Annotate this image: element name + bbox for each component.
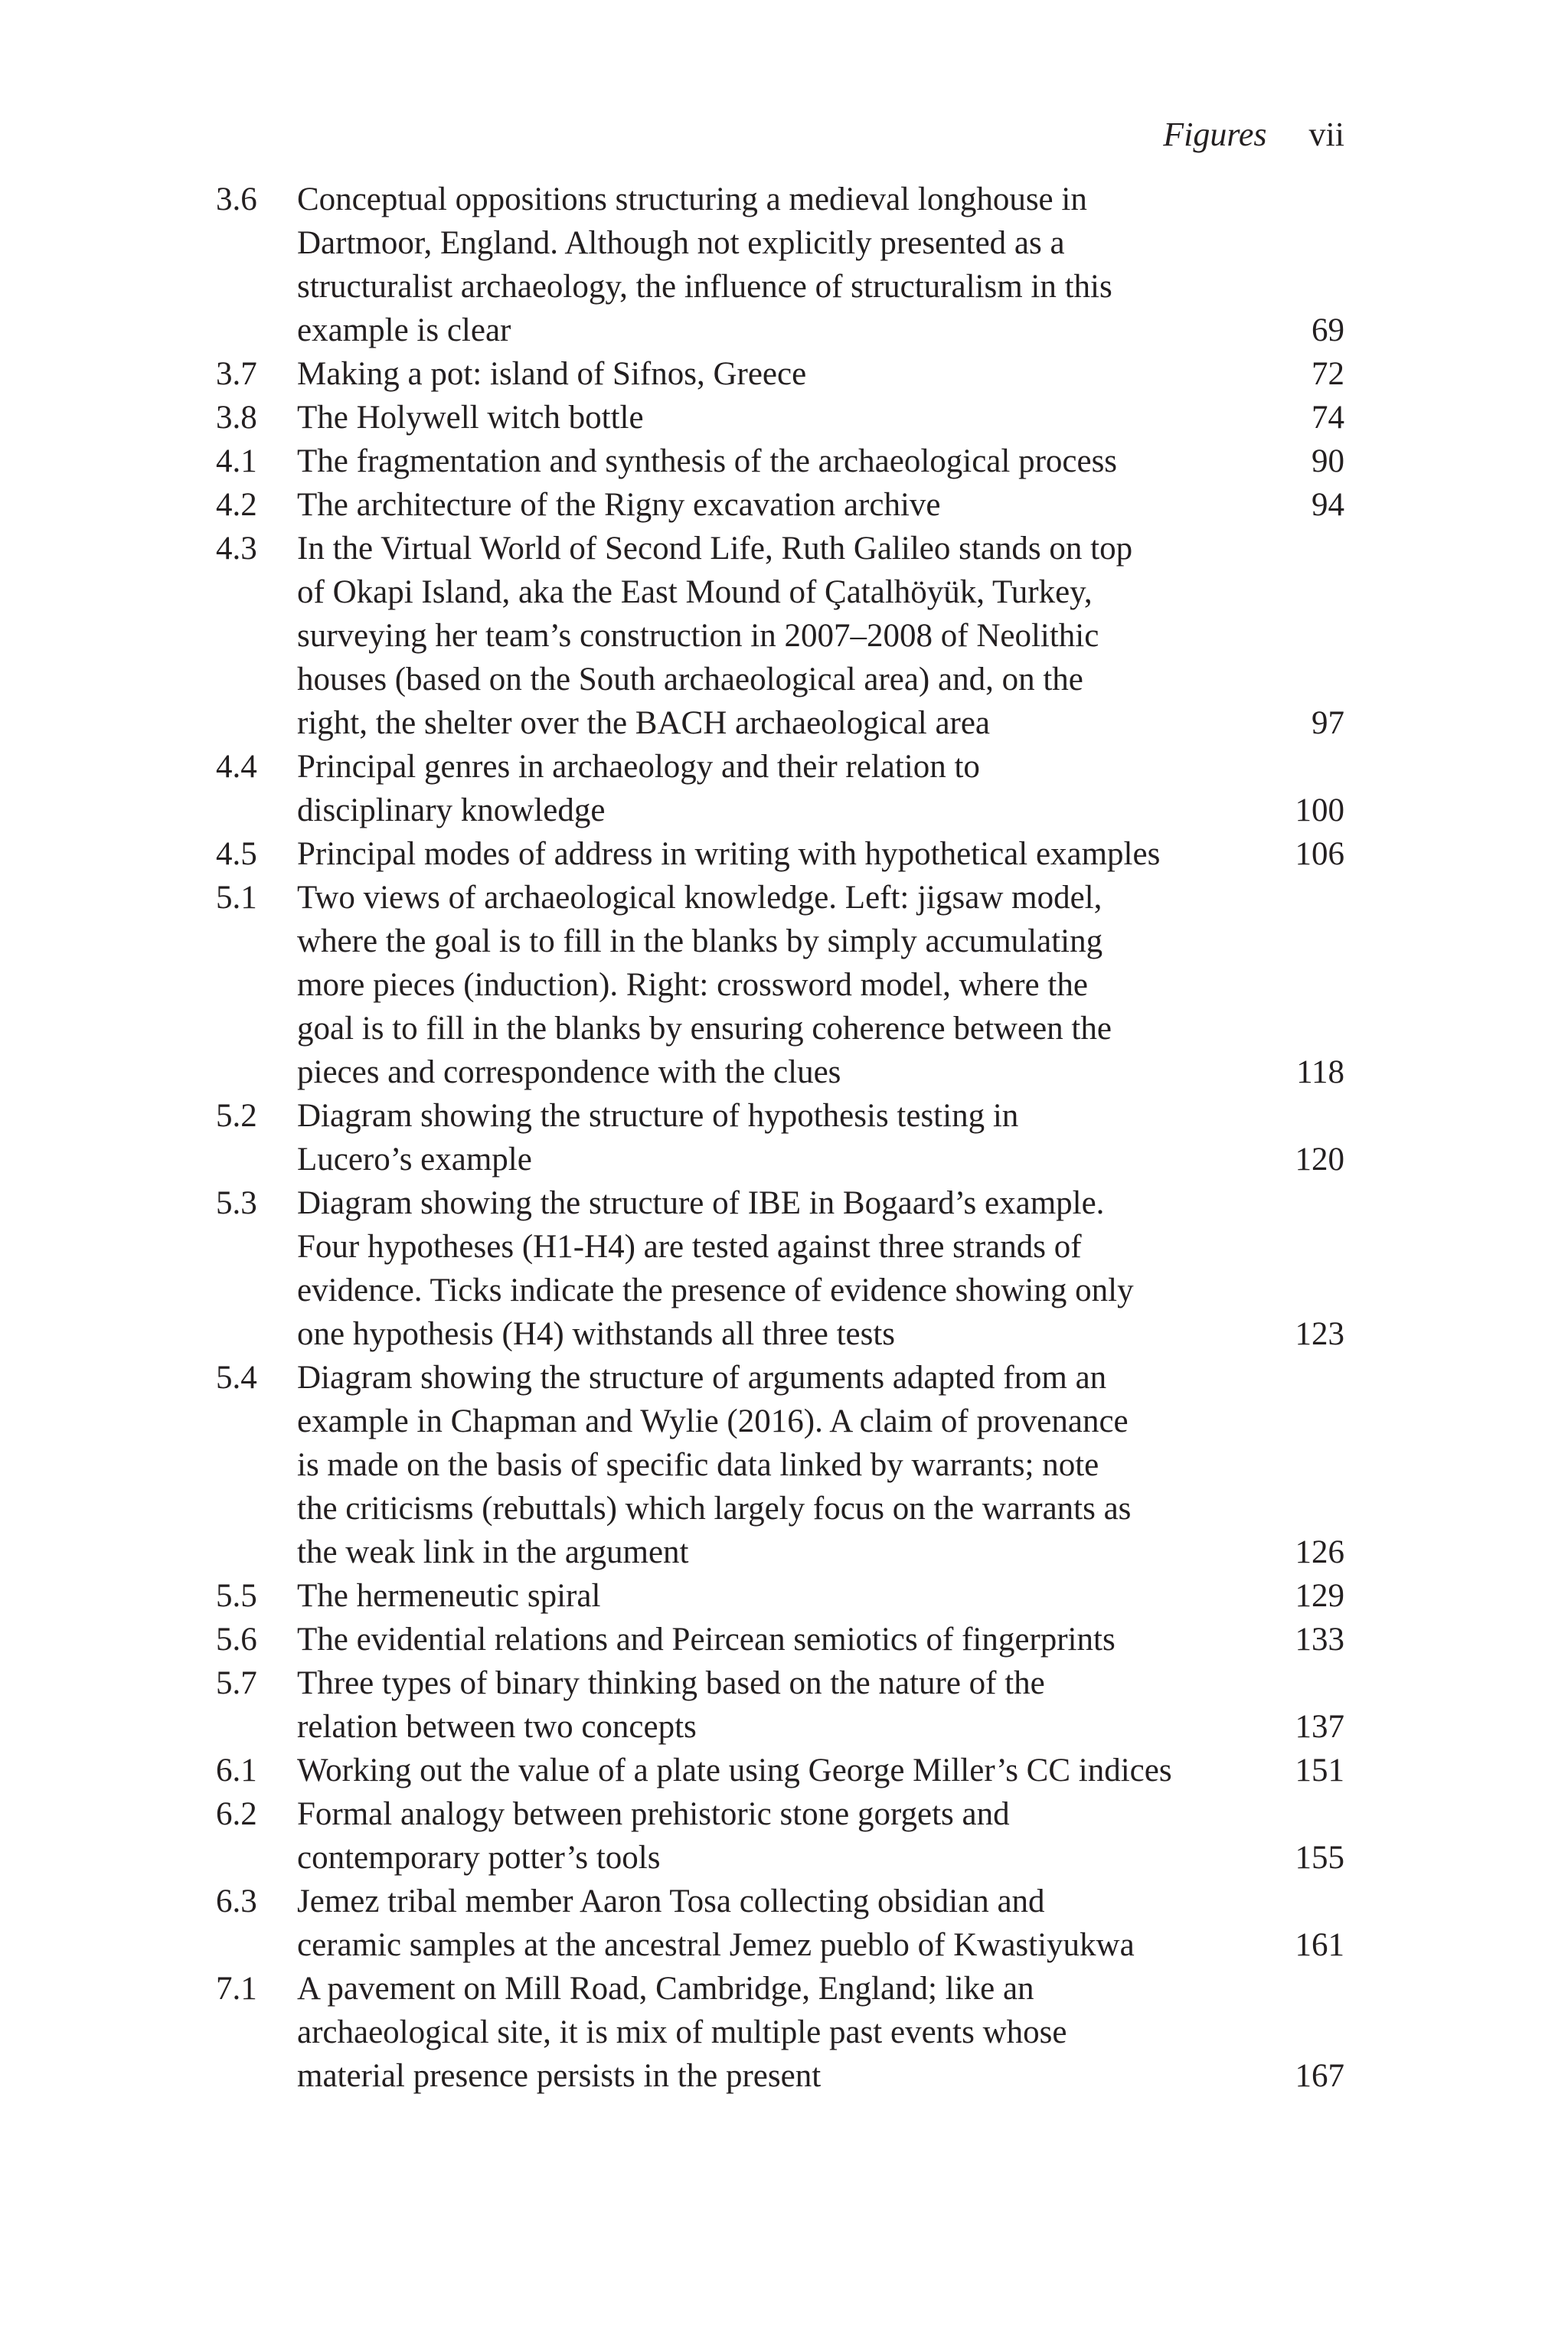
figure-number: 3.8 bbox=[216, 400, 257, 436]
figure-caption: Formal analogy between prehistoric stone gorgets and contemporary potter’s tools bbox=[297, 1796, 1010, 1876]
figure-caption: The Holywell witch bottle bbox=[297, 400, 644, 436]
figure-page: 161 bbox=[1295, 1927, 1344, 1963]
figure-entry bbox=[216, 1574, 1344, 1618]
figure-number: 5.7 bbox=[216, 1665, 257, 1701]
running-header-title: Figures bbox=[1163, 116, 1267, 153]
figure-number: 7.1 bbox=[216, 1971, 257, 2007]
figure-number: 6.1 bbox=[216, 1753, 257, 1788]
figure-number: 4.2 bbox=[216, 487, 257, 523]
figure-entry bbox=[216, 352, 1344, 396]
figure-caption: The architecture of the Rigny excavation archive bbox=[297, 487, 941, 523]
figure-number: 4.4 bbox=[216, 749, 257, 785]
figure-page: 133 bbox=[1295, 1622, 1344, 1658]
figure-page: 97 bbox=[1312, 705, 1344, 741]
figure-caption: Conceptual oppositions structuring a medieval longhouse in Dartmoor, England. Although not explicitly presented as a structuralist archaeology, the influence of structuralism in this example is clear bbox=[297, 181, 1112, 348]
figure-caption: Principal genres in archaeology and their relation to disciplinary knowledge bbox=[297, 749, 980, 828]
figure-entry bbox=[216, 396, 1344, 439]
figure-number: 5.3 bbox=[216, 1185, 257, 1221]
figure-page: 118 bbox=[1296, 1054, 1344, 1090]
figure-page: 100 bbox=[1295, 792, 1344, 828]
figure-number: 5.5 bbox=[216, 1578, 257, 1614]
figure-entry bbox=[216, 1967, 1344, 2098]
figure-caption: The evidential relations and Peircean semiotics of fingerprints bbox=[297, 1622, 1116, 1658]
figure-caption: The fragmentation and synthesis of the archaeological process bbox=[297, 443, 1118, 479]
figure-caption: A pavement on Mill Road, Cambridge, England; like an archaeological site, it is mix of multiple past events whose material presence persists in the present bbox=[297, 1971, 1067, 2094]
figure-number: 5.4 bbox=[216, 1360, 257, 1396]
figure-page: 72 bbox=[1312, 356, 1344, 392]
figure-entry bbox=[216, 1181, 1344, 1356]
figure-number: 5.2 bbox=[216, 1098, 257, 1134]
running-header bbox=[1163, 113, 1344, 156]
figure-caption: Diagram showing the structure of IBE in Bogaard’s example. Four hypotheses (H1-H4) are tested against three strands of evidence. Ticks indicate the presence of evidence showing only one hypothesis (H4) withstands all three tests bbox=[297, 1185, 1134, 1352]
figure-entry bbox=[216, 1094, 1344, 1181]
figure-entry bbox=[216, 1661, 1344, 1749]
figure-number: 5.6 bbox=[216, 1622, 257, 1658]
figure-page: 126 bbox=[1295, 1534, 1344, 1570]
figure-page: 69 bbox=[1312, 312, 1344, 348]
figure-entry bbox=[216, 1356, 1344, 1574]
figure-caption: Jemez tribal member Aaron Tosa collecting obsidian and ceramic samples at the ancestral Jemez pueblo of Kwastiyukwa bbox=[297, 1883, 1135, 1963]
figure-entry bbox=[216, 1792, 1344, 1880]
figure-caption: Diagram showing the structure of arguments adapted from an example in Chapman and Wylie (2016). A claim of provenance is made on the basis of specific data linked by warrants; note the criticisms (rebuttals) which largely focus on the warrants as the weak link in the argument bbox=[297, 1360, 1132, 1570]
figure-entry bbox=[216, 178, 1344, 352]
figure-entry bbox=[216, 483, 1344, 527]
figure-entry bbox=[216, 832, 1344, 876]
figure-caption: Three types of binary thinking based on the nature of the relation between two concepts bbox=[297, 1665, 1045, 1745]
figure-number: 4.5 bbox=[216, 836, 257, 872]
figure-page: 123 bbox=[1295, 1316, 1344, 1352]
figure-page: 106 bbox=[1295, 836, 1344, 872]
figure-caption: Making a pot: island of Sifnos, Greece bbox=[297, 356, 807, 392]
figure-number: 4.1 bbox=[216, 443, 257, 479]
figure-number: 4.3 bbox=[216, 531, 257, 567]
figure-page: 74 bbox=[1312, 400, 1344, 436]
figure-caption: Diagram showing the structure of hypothesis testing in Lucero’s example bbox=[297, 1098, 1019, 1178]
figure-caption: Principal modes of address in writing with hypothetical examples bbox=[297, 836, 1161, 872]
figure-number: 3.6 bbox=[216, 181, 257, 217]
figure-page: 167 bbox=[1295, 2058, 1344, 2094]
figure-entry bbox=[216, 439, 1344, 483]
figure-page: 90 bbox=[1312, 443, 1344, 479]
figure-entry bbox=[216, 876, 1344, 1094]
figure-entry bbox=[216, 527, 1344, 745]
figure-caption: Two views of archaeological knowledge. Left: jigsaw model, where the goal is to fill in the blanks by simply accumulating more pieces (induction). Right: crossword model, where the goal is to fill in the blanks by ensuring coherence between the pieces and correspondence with the clues bbox=[297, 880, 1112, 1090]
figure-entry bbox=[216, 1618, 1344, 1661]
figure-caption: In the Virtual World of Second Life, Ruth Galileo stands on top of Okapi Island, aka the East Mound of Çatalhöyük, Turkey, surveying her team’s construction in 2007–2008 of Neolithic houses (based on the South archaeological area) and, on the right, the shelter over the BACH archaeological area bbox=[297, 531, 1133, 741]
figure-entry bbox=[216, 745, 1344, 832]
figure-page: 94 bbox=[1312, 487, 1344, 523]
figure-page: 151 bbox=[1295, 1753, 1344, 1788]
figure-list bbox=[216, 178, 1344, 2098]
figure-page: 155 bbox=[1295, 1840, 1344, 1876]
figure-caption: The hermeneutic spiral bbox=[297, 1578, 601, 1614]
figure-entry bbox=[216, 1749, 1344, 1792]
figure-number: 6.3 bbox=[216, 1883, 257, 1919]
page-number: vii bbox=[1308, 116, 1344, 153]
figure-page: 120 bbox=[1295, 1142, 1344, 1178]
figure-entry bbox=[216, 1880, 1344, 1967]
figure-number: 6.2 bbox=[216, 1796, 257, 1832]
figure-number: 5.1 bbox=[216, 880, 257, 916]
figure-page: 129 bbox=[1295, 1578, 1344, 1614]
figure-number: 3.7 bbox=[216, 356, 257, 392]
figure-page: 137 bbox=[1295, 1709, 1344, 1745]
figure-caption: Working out the value of a plate using George Miller’s CC indices bbox=[297, 1753, 1172, 1788]
